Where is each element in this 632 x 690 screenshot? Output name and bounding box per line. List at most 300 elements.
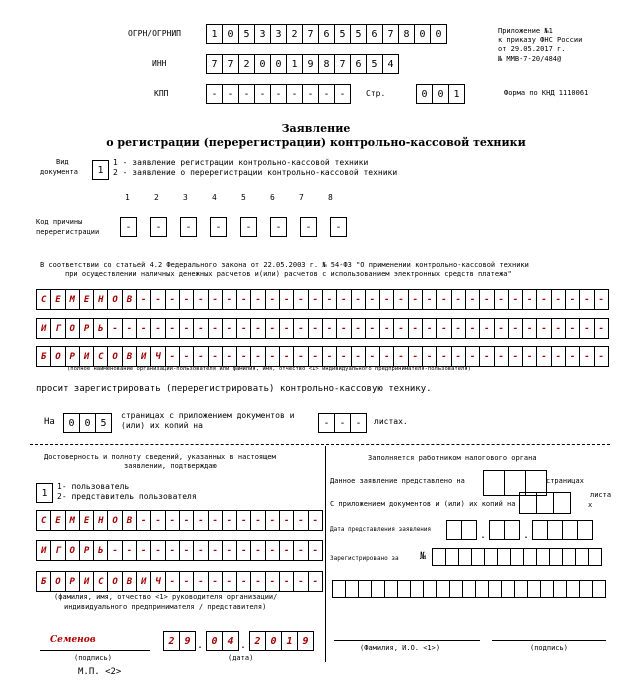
form-cell[interactable]: 0 [432,84,449,104]
form-cell[interactable]: - [206,84,223,104]
form-cell[interactable]: - [293,510,308,531]
form-cell[interactable] [577,520,593,540]
form-cell[interactable]: 7 [334,54,351,74]
form-cell[interactable]: - [436,346,451,367]
form-cell[interactable]: - [265,540,280,561]
form-cell[interactable]: - [208,571,223,592]
form-cell[interactable]: 6 [350,54,367,74]
form-cell[interactable]: - [494,289,509,310]
form-cell[interactable]: - [136,540,151,561]
form-cell[interactable]: - [250,346,265,367]
form-cell[interactable]: - [270,217,287,237]
form-cell[interactable]: 1 [286,54,303,74]
form-cell[interactable]: - [536,318,551,339]
form-cell[interactable] [497,548,511,566]
form-cell[interactable]: - [318,84,335,104]
form-cell[interactable]: И [36,318,51,339]
form-cell[interactable] [475,580,489,598]
form-cell[interactable]: - [265,318,280,339]
applicant-row3[interactable] [36,346,608,367]
form-cell[interactable]: 5 [95,413,112,433]
form-cell[interactable] [523,548,537,566]
form-cell[interactable]: - [422,289,437,310]
form-cell[interactable]: - [165,540,180,561]
form-cell[interactable]: - [208,318,223,339]
form-cell[interactable]: - [279,540,294,561]
form-cell[interactable]: - [302,84,319,104]
signer-row3[interactable] [36,571,322,592]
form-cell[interactable]: - [322,318,337,339]
right-date-year[interactable] [532,520,592,540]
form-cell[interactable]: - [136,318,151,339]
form-cell[interactable]: И [79,571,94,592]
form-cell[interactable]: - [565,289,580,310]
form-cell[interactable] [446,520,462,540]
form-cell[interactable]: - [222,289,237,310]
form-cell[interactable] [575,548,589,566]
form-cell[interactable]: - [193,510,208,531]
form-cell[interactable] [345,580,359,598]
form-cell[interactable]: - [193,571,208,592]
form-cell[interactable]: - [479,289,494,310]
signer-row1[interactable] [36,510,322,531]
form-cell[interactable]: - [594,318,609,339]
form-cell[interactable]: - [193,289,208,310]
form-cell[interactable]: - [150,510,165,531]
form-cell[interactable] [579,580,593,598]
form-cell[interactable]: - [208,510,223,531]
form-cell[interactable] [588,548,602,566]
form-cell[interactable] [501,580,515,598]
form-cell[interactable]: - [165,571,180,592]
sheets-cells[interactable] [318,413,366,433]
form-cell[interactable]: - [136,289,151,310]
form-cell[interactable]: - [120,217,137,237]
form-cell[interactable] [384,580,398,598]
form-cell[interactable]: - [165,346,180,367]
form-cell[interactable]: 2 [163,631,180,651]
form-cell[interactable]: - [536,289,551,310]
form-cell[interactable]: Б [36,346,51,367]
right-date-month[interactable] [489,520,519,540]
form-cell[interactable]: - [254,84,271,104]
form-cell[interactable] [488,580,502,598]
form-cell[interactable]: - [150,540,165,561]
form-cell[interactable] [527,580,541,598]
form-cell[interactable] [358,580,372,598]
form-cell[interactable]: 1 [206,24,223,44]
form-cell[interactable] [436,580,450,598]
form-cell[interactable]: - [451,289,466,310]
form-cell[interactable]: - [351,346,366,367]
form-cell[interactable]: - [236,510,251,531]
form-cell[interactable]: - [508,318,523,339]
form-cell[interactable]: - [336,346,351,367]
form-cell[interactable]: - [279,510,294,531]
form-cell[interactable]: - [422,346,437,367]
form-cell[interactable]: Р [79,318,94,339]
form-cell[interactable] [461,520,477,540]
form-cell[interactable]: - [150,318,165,339]
date-year[interactable] [249,631,313,651]
form-cell[interactable]: 9 [302,54,319,74]
form-cell[interactable]: В [122,346,137,367]
form-cell[interactable]: - [522,289,537,310]
date-day[interactable] [163,631,195,651]
form-cell[interactable]: 0 [206,631,223,651]
form-cell[interactable]: Е [50,289,65,310]
form-cell[interactable]: 7 [382,24,399,44]
form-cell[interactable]: - [565,346,580,367]
form-cell[interactable]: - [179,510,194,531]
kpp-cells[interactable] [206,84,350,104]
form-cell[interactable]: Н [93,289,108,310]
form-cell[interactable]: - [379,289,394,310]
form-cell[interactable] [540,580,554,598]
form-cell[interactable] [504,520,520,540]
pages-cells[interactable] [63,413,111,433]
form-cell[interactable]: - [208,346,223,367]
ogrn-cells[interactable] [206,24,446,44]
form-cell[interactable]: - [293,346,308,367]
form-cell[interactable]: - [365,318,380,339]
form-cell[interactable]: Е [79,510,94,531]
form-cell[interactable]: - [308,510,323,531]
form-cell[interactable]: - [465,318,480,339]
form-cell[interactable] [471,548,485,566]
form-cell[interactable]: 0 [414,24,431,44]
form-cell[interactable] [519,492,537,514]
form-cell[interactable]: - [393,318,408,339]
form-cell[interactable]: - [150,217,167,237]
form-cell[interactable]: - [408,346,423,367]
form-cell[interactable] [332,580,346,598]
form-cell[interactable]: - [293,571,308,592]
form-cell[interactable]: О [65,318,80,339]
form-cell[interactable]: - [210,217,227,237]
form-cell[interactable]: - [408,289,423,310]
form-cell[interactable]: Ч [150,571,165,592]
form-cell[interactable]: - [494,346,509,367]
form-cell[interactable]: - [122,318,137,339]
form-cell[interactable] [423,580,437,598]
reason-cells[interactable] [120,217,360,237]
form-cell[interactable]: - [250,540,265,561]
form-cell[interactable]: Р [79,540,94,561]
form-cell[interactable]: - [193,540,208,561]
form-cell[interactable]: - [579,318,594,339]
who-cell[interactable] [36,483,52,503]
form-cell[interactable]: О [107,289,122,310]
form-cell[interactable]: Е [79,289,94,310]
form-cell[interactable]: - [465,346,480,367]
form-cell[interactable]: - [536,346,551,367]
form-cell[interactable]: 5 [238,24,255,44]
form-cell[interactable]: - [393,289,408,310]
form-cell[interactable]: - [322,346,337,367]
form-cell[interactable]: - [308,346,323,367]
form-cell[interactable]: 0 [416,84,433,104]
form-cell[interactable]: М [65,289,80,310]
form-cell[interactable]: - [265,510,280,531]
form-cell[interactable]: В [122,510,137,531]
form-cell[interactable]: 5 [366,54,383,74]
form-cell[interactable] [532,520,548,540]
form-cell[interactable]: - [179,289,194,310]
form-cell[interactable]: - [236,571,251,592]
form-cell[interactable]: - [322,289,337,310]
form-cell[interactable]: - [393,346,408,367]
signer-row2[interactable] [36,540,322,561]
form-cell[interactable] [562,548,576,566]
form-cell[interactable] [553,580,567,598]
form-cell[interactable]: - [465,289,480,310]
form-cell[interactable]: - [208,540,223,561]
form-cell[interactable] [514,580,528,598]
form-cell[interactable]: 3 [270,24,287,44]
form-cell[interactable]: 2 [238,54,255,74]
form-cell[interactable]: - [408,318,423,339]
form-cell[interactable]: - [350,413,367,433]
form-cell[interactable]: - [308,571,323,592]
form-cell[interactable]: - [579,346,594,367]
form-cell[interactable]: 0 [430,24,447,44]
form-cell[interactable]: 8 [318,54,335,74]
form-cell[interactable]: 8 [398,24,415,44]
form-cell[interactable]: 2 [249,631,266,651]
form-cell[interactable]: - [136,510,151,531]
form-cell[interactable] [566,580,580,598]
form-cell[interactable]: - [236,346,251,367]
form-cell[interactable]: 1 [36,483,53,503]
form-cell[interactable]: - [165,289,180,310]
form-cell[interactable]: 7 [206,54,223,74]
form-cell[interactable]: - [250,318,265,339]
form-cell[interactable]: О [50,571,65,592]
form-cell[interactable]: 7 [222,54,239,74]
form-cell[interactable]: - [179,571,194,592]
form-cell[interactable]: - [236,540,251,561]
form-cell[interactable]: Ь [93,540,108,561]
form-cell[interactable]: - [250,289,265,310]
form-cell[interactable]: 5 [350,24,367,44]
form-cell[interactable]: С [36,510,51,531]
form-cell[interactable]: - [451,318,466,339]
form-cell[interactable]: С [36,289,51,310]
form-cell[interactable]: С [93,571,108,592]
form-cell[interactable]: - [222,318,237,339]
form-cell[interactable]: 9 [297,631,314,651]
form-cell[interactable]: Е [50,510,65,531]
form-cell[interactable]: - [165,318,180,339]
form-cell[interactable]: - [334,84,351,104]
form-cell[interactable]: - [336,289,351,310]
right-sheets-cells[interactable] [519,492,570,514]
form-cell[interactable]: - [180,217,197,237]
form-cell[interactable]: - [193,318,208,339]
form-cell[interactable]: Р [65,571,80,592]
form-cell[interactable]: - [379,346,394,367]
form-cell[interactable]: - [594,289,609,310]
form-cell[interactable]: - [436,289,451,310]
form-cell[interactable]: 2 [286,24,303,44]
form-cell[interactable]: - [179,318,194,339]
form-cell[interactable]: 0 [270,54,287,74]
form-cell[interactable]: - [508,346,523,367]
form-cell[interactable]: 5 [334,24,351,44]
form-cell[interactable]: 1 [281,631,298,651]
form-cell[interactable]: - [265,346,280,367]
form-cell[interactable]: И [136,571,151,592]
form-cell[interactable]: Ь [93,318,108,339]
right-date-day[interactable] [446,520,476,540]
applicant-row2[interactable] [36,318,608,339]
form-cell[interactable] [483,470,505,496]
form-cell[interactable]: - [308,540,323,561]
form-cell[interactable]: 7 [302,24,319,44]
form-cell[interactable]: - [336,318,351,339]
form-cell[interactable]: - [293,318,308,339]
form-cell[interactable]: - [265,289,280,310]
form-cell[interactable] [371,580,385,598]
right-reg-row2[interactable] [332,580,605,598]
form-cell[interactable] [397,580,411,598]
form-cell[interactable]: - [222,84,239,104]
form-cell[interactable]: - [250,510,265,531]
form-cell[interactable]: Ч [150,346,165,367]
form-cell[interactable]: - [300,217,317,237]
form-cell[interactable]: - [594,346,609,367]
form-cell[interactable]: 0 [222,24,239,44]
form-cell[interactable]: В [122,571,137,592]
form-cell[interactable]: - [293,289,308,310]
form-cell[interactable]: 6 [318,24,335,44]
form-cell[interactable]: О [107,346,122,367]
form-cell[interactable]: - [107,318,122,339]
form-cell[interactable]: - [122,540,137,561]
form-cell[interactable]: - [522,318,537,339]
form-cell[interactable]: - [551,289,566,310]
form-cell[interactable]: - [565,318,580,339]
form-cell[interactable]: - [179,346,194,367]
page-cells[interactable] [416,84,464,104]
form-cell[interactable]: - [508,289,523,310]
form-cell[interactable]: - [318,413,335,433]
form-cell[interactable] [562,520,578,540]
form-cell[interactable]: И [36,540,51,561]
form-cell[interactable]: - [270,84,287,104]
form-cell[interactable]: - [222,540,237,561]
form-cell[interactable]: - [286,84,303,104]
form-cell[interactable]: - [279,571,294,592]
form-cell[interactable]: Р [65,346,80,367]
form-cell[interactable]: - [222,510,237,531]
form-cell[interactable] [449,580,463,598]
form-cell[interactable]: - [308,289,323,310]
form-cell[interactable]: - [193,346,208,367]
form-cell[interactable]: - [265,571,280,592]
form-cell[interactable]: 1 [92,160,109,180]
doc-type-cell[interactable] [92,160,108,180]
form-cell[interactable]: - [236,318,251,339]
form-cell[interactable]: - [179,540,194,561]
form-cell[interactable]: - [551,318,566,339]
form-cell[interactable]: - [240,217,257,237]
form-cell[interactable] [536,492,554,514]
form-cell[interactable]: 0 [265,631,282,651]
form-cell[interactable]: Г [50,318,65,339]
right-reg-row1[interactable] [432,548,601,566]
form-cell[interactable]: О [107,571,122,592]
form-cell[interactable]: И [136,346,151,367]
form-cell[interactable] [592,580,606,598]
form-cell[interactable]: - [150,289,165,310]
form-cell[interactable]: Г [50,540,65,561]
form-cell[interactable]: - [222,571,237,592]
form-cell[interactable]: В [122,289,137,310]
form-cell[interactable] [410,580,424,598]
form-cell[interactable]: И [79,346,94,367]
form-cell[interactable]: - [236,289,251,310]
form-cell[interactable] [445,548,459,566]
form-cell[interactable] [489,520,505,540]
form-cell[interactable]: - [365,346,380,367]
form-cell[interactable] [510,548,524,566]
form-cell[interactable]: - [579,289,594,310]
form-cell[interactable]: - [365,289,380,310]
form-cell[interactable] [462,580,476,598]
form-cell[interactable]: - [107,540,122,561]
form-cell[interactable]: - [479,318,494,339]
inn-cells[interactable] [206,54,398,74]
form-cell[interactable]: - [250,571,265,592]
form-cell[interactable]: - [238,84,255,104]
form-cell[interactable]: - [330,217,347,237]
form-cell[interactable]: - [279,346,294,367]
form-cell[interactable]: - [351,318,366,339]
form-cell[interactable]: 4 [382,54,399,74]
form-cell[interactable]: - [165,510,180,531]
form-cell[interactable] [432,548,446,566]
form-cell[interactable]: - [222,346,237,367]
form-cell[interactable]: С [93,346,108,367]
form-cell[interactable]: - [522,346,537,367]
form-cell[interactable]: - [308,318,323,339]
form-cell[interactable]: - [279,289,294,310]
form-cell[interactable]: - [451,346,466,367]
form-cell[interactable]: - [279,318,294,339]
form-cell[interactable]: 0 [63,413,80,433]
form-cell[interactable]: - [293,540,308,561]
date-month[interactable] [206,631,238,651]
form-cell[interactable]: Б [36,571,51,592]
applicant-row1[interactable] [36,289,608,310]
form-cell[interactable]: О [50,346,65,367]
form-cell[interactable]: 3 [254,24,271,44]
form-cell[interactable]: - [208,289,223,310]
form-cell[interactable]: Н [93,510,108,531]
form-cell[interactable]: 1 [448,84,465,104]
form-cell[interactable]: 0 [254,54,271,74]
form-cell[interactable]: - [479,346,494,367]
form-cell[interactable] [547,520,563,540]
form-cell[interactable]: - [351,289,366,310]
form-cell[interactable]: - [334,413,351,433]
form-cell[interactable]: 6 [366,24,383,44]
form-cell[interactable]: - [422,318,437,339]
form-cell[interactable]: 9 [179,631,196,651]
form-cell[interactable]: О [65,540,80,561]
